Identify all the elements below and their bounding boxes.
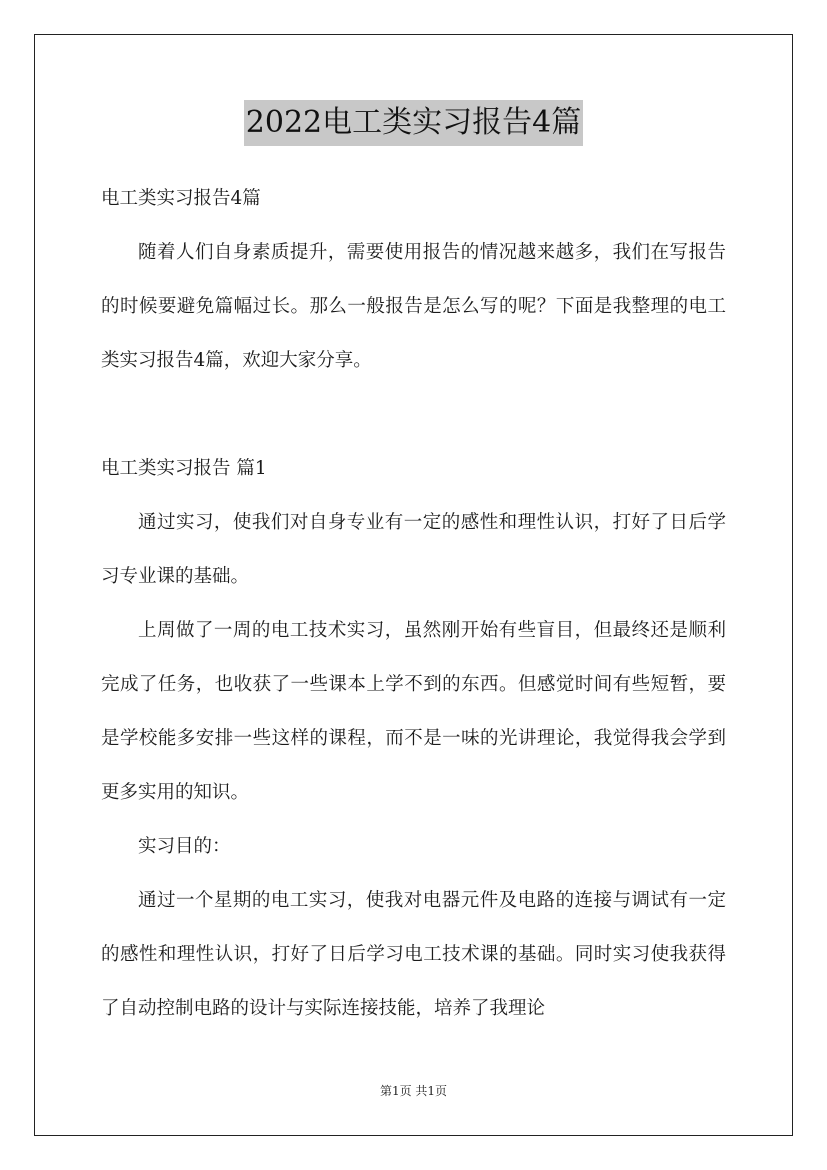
body-paragraph: 通过实习，使我们对自身专业有一定的感性和理性认识，打好了日后学习专业课的基础。 (101, 512, 726, 587)
document-body (101, 172, 726, 1036)
body-paragraph: 上周做了一周的电工技术实习，虽然刚开始有些盲目，但最终还是顺利完成了任务，也收获了一些课本上学不到的东西。但感觉时间有些短暂，要是学校能多安排一些这样的课程，而不是一味的光讲理论，我觉得我会学到更多实用的知识。 (101, 620, 726, 803)
page-number-footer: 第1页 共1页 (379, 1084, 448, 1098)
blank-line (101, 388, 726, 442)
title-container (0, 100, 827, 146)
document-subtitle: 电工类实习报告4篇 (101, 188, 261, 209)
body-paragraph-heading: 实习目的： (138, 836, 231, 857)
section-heading: 电工类实习报告 篇1 (101, 458, 267, 479)
intro-paragraph: 随着人们自身素质提升，需要使用报告的情况越来越多，我们在写报告的时候要避免篇幅过长。那么一般报告是怎么写的呢？下面是我整理的电工类实习报告4篇，欢迎大家分享。 (101, 242, 726, 371)
document-title: 2022电工类实习报告4篇 (244, 100, 583, 146)
body-paragraph: 通过一个星期的电工实习，使我对电器元件及电路的连接与调试有一定的感性和理性认识，打好了日后学习电工技术课的基础。同时实习使我获得了自动控制电路的设计与实际连接技能，培养了我理论 (101, 890, 726, 1019)
